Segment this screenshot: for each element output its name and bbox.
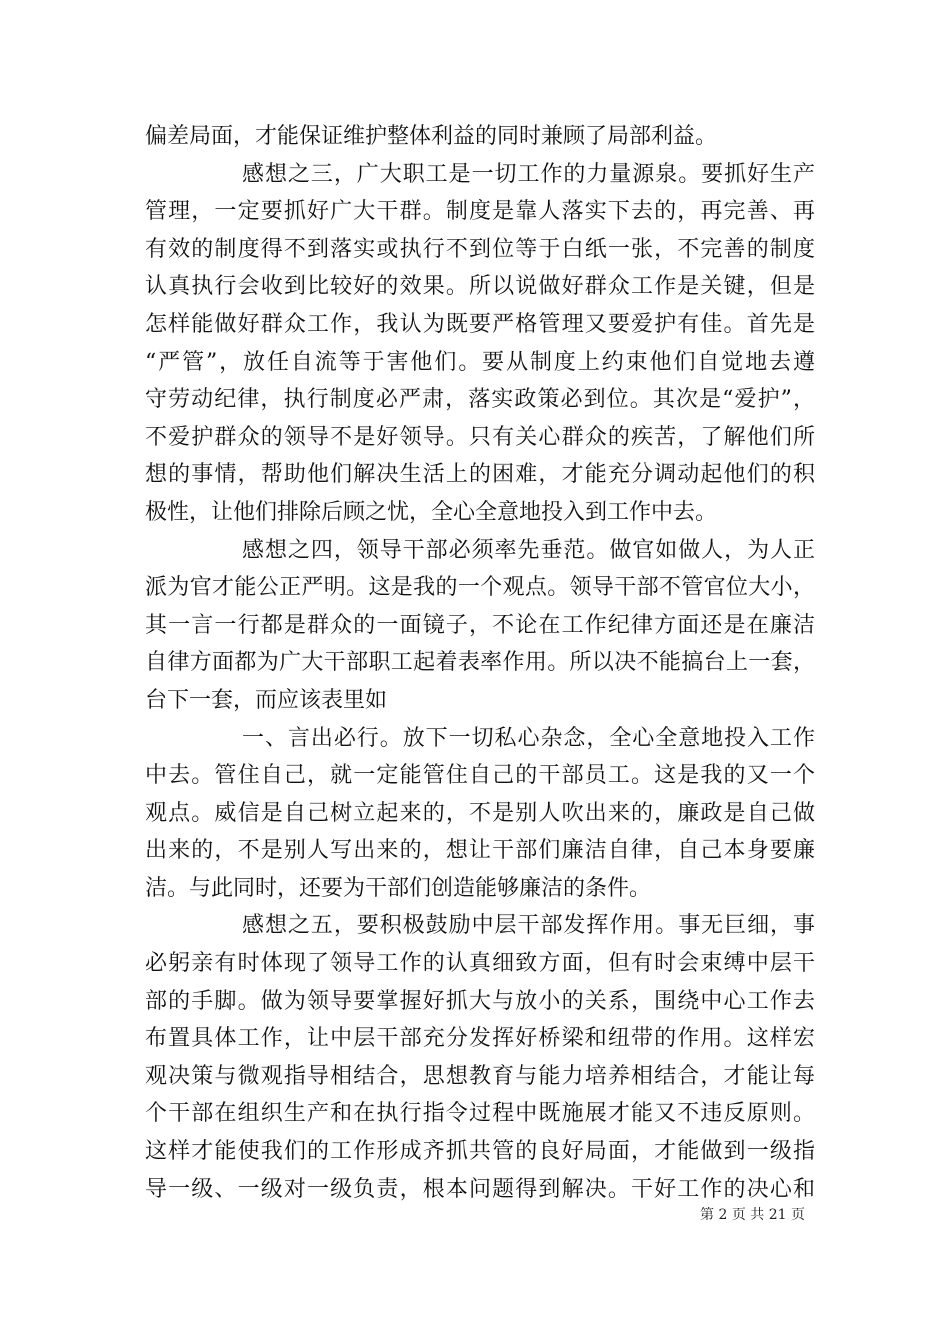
body-text: [145, 118, 815, 1208]
paragraph-line: 管理，一定要抓好广大干群。制度是靠人落实下去的，再完善、再: [145, 199, 815, 225]
paragraph-line: 感想之四，领导干部必须率先垂范。做官如做人，为人正: [242, 537, 815, 563]
paragraph-line: 有效的制度得不到落实或执行不到位等于白纸一张，不完善的制度: [145, 236, 815, 262]
page-number: 第 2 页 共 21 页: [700, 1207, 805, 1223]
paragraph-line: 偏差局面，才能保证维护整体利益的同时兼顾了局部利益。: [145, 124, 718, 149]
paragraph-line: 不爱护群众的领导不是好领导。只有关心群众的疾苦，了解他们所: [145, 424, 815, 450]
paragraph-line: “严管”，放任自流等于害他们。要从制度上约束他们自觉地去遵: [145, 349, 815, 375]
paragraph-line: 布置具体工作，让中层干部充分发挥好桥梁和纽带的作用。这样宏: [145, 1026, 815, 1052]
paragraph-line: 部的手脚。做为领导要掌握好抓大与放小的关系，围绕中心工作去: [145, 988, 815, 1014]
paragraph-line: 自律方面都为广大干部职工起着表率作用。所以决不能搞台上一套，: [145, 650, 815, 676]
paragraph-line: 洁。与此同时，还要为干部们创造能够廉洁的条件。: [145, 875, 652, 901]
paragraph-line: 怎样能做好群众工作，我认为既要严格管理又要爱护有佳。首先是: [145, 311, 815, 337]
paragraph-line: 观点。威信是自己树立起来的，不是别人吹出来的，廉政是自己做: [145, 800, 815, 826]
paragraph-line: 想的事情，帮助他们解决生活上的困难，才能充分调动起他们的积: [145, 462, 815, 488]
paragraph-line: 中去。管住自己，就一定能管住自己的干部员工。这是我的又一个: [145, 763, 815, 789]
paragraph-line: 出来的，不是别人写出来的，想让干部们廉洁自律，自己本身要廉: [145, 838, 815, 864]
paragraph-line: 感想之三，广大职工是一切工作的力量源泉。要抓好生产: [242, 161, 815, 187]
paragraph-line: 极性，让他们排除后顾之忧，全心全意地投入到工作中去。: [145, 499, 718, 525]
paragraph-line: 这样才能使我们的工作形成齐抓共管的良好局面，才能做到一级指: [145, 1139, 815, 1165]
paragraph-line: 一、言出必行。放下一切私心杂念，全心全意地投入工作: [242, 725, 815, 751]
paragraph-line: 感想之五，要积极鼓励中层干部发挥作用。事无巨细，事: [242, 913, 815, 939]
paragraph-line: 派为官才能公正严明。这是我的一个观点。领导干部不管官位大小，: [145, 575, 815, 601]
paragraph-line: 台下一套，而应该表里如: [145, 687, 388, 713]
paragraph-line: 个干部在组织生产和在执行指令过程中既施展才能又不违反原则。: [145, 1101, 815, 1127]
paragraph-line: 认真执行会收到比较好的效果。所以说做好群众工作是关键，但是: [145, 274, 815, 300]
paragraph-line: 守劳动纪律，执行制度必严肃，落实政策必到位。其次是“爱护”，: [145, 387, 815, 413]
paragraph-line: 观决策与微观指导相结合，思想教育与能力培养相结合，才能让每: [145, 1063, 815, 1089]
paragraph-line: 导一级、一级对一级负责，根本问题得到解决。干好工作的决心和: [145, 1176, 815, 1202]
paragraph-line: 必躬亲有时体现了领导工作的认真细致方面，但有时会束缚中层干: [145, 951, 815, 977]
paragraph-line: 其一言一行都是群众的一面镜子，不论在工作纪律方面还是在廉洁: [145, 612, 815, 638]
